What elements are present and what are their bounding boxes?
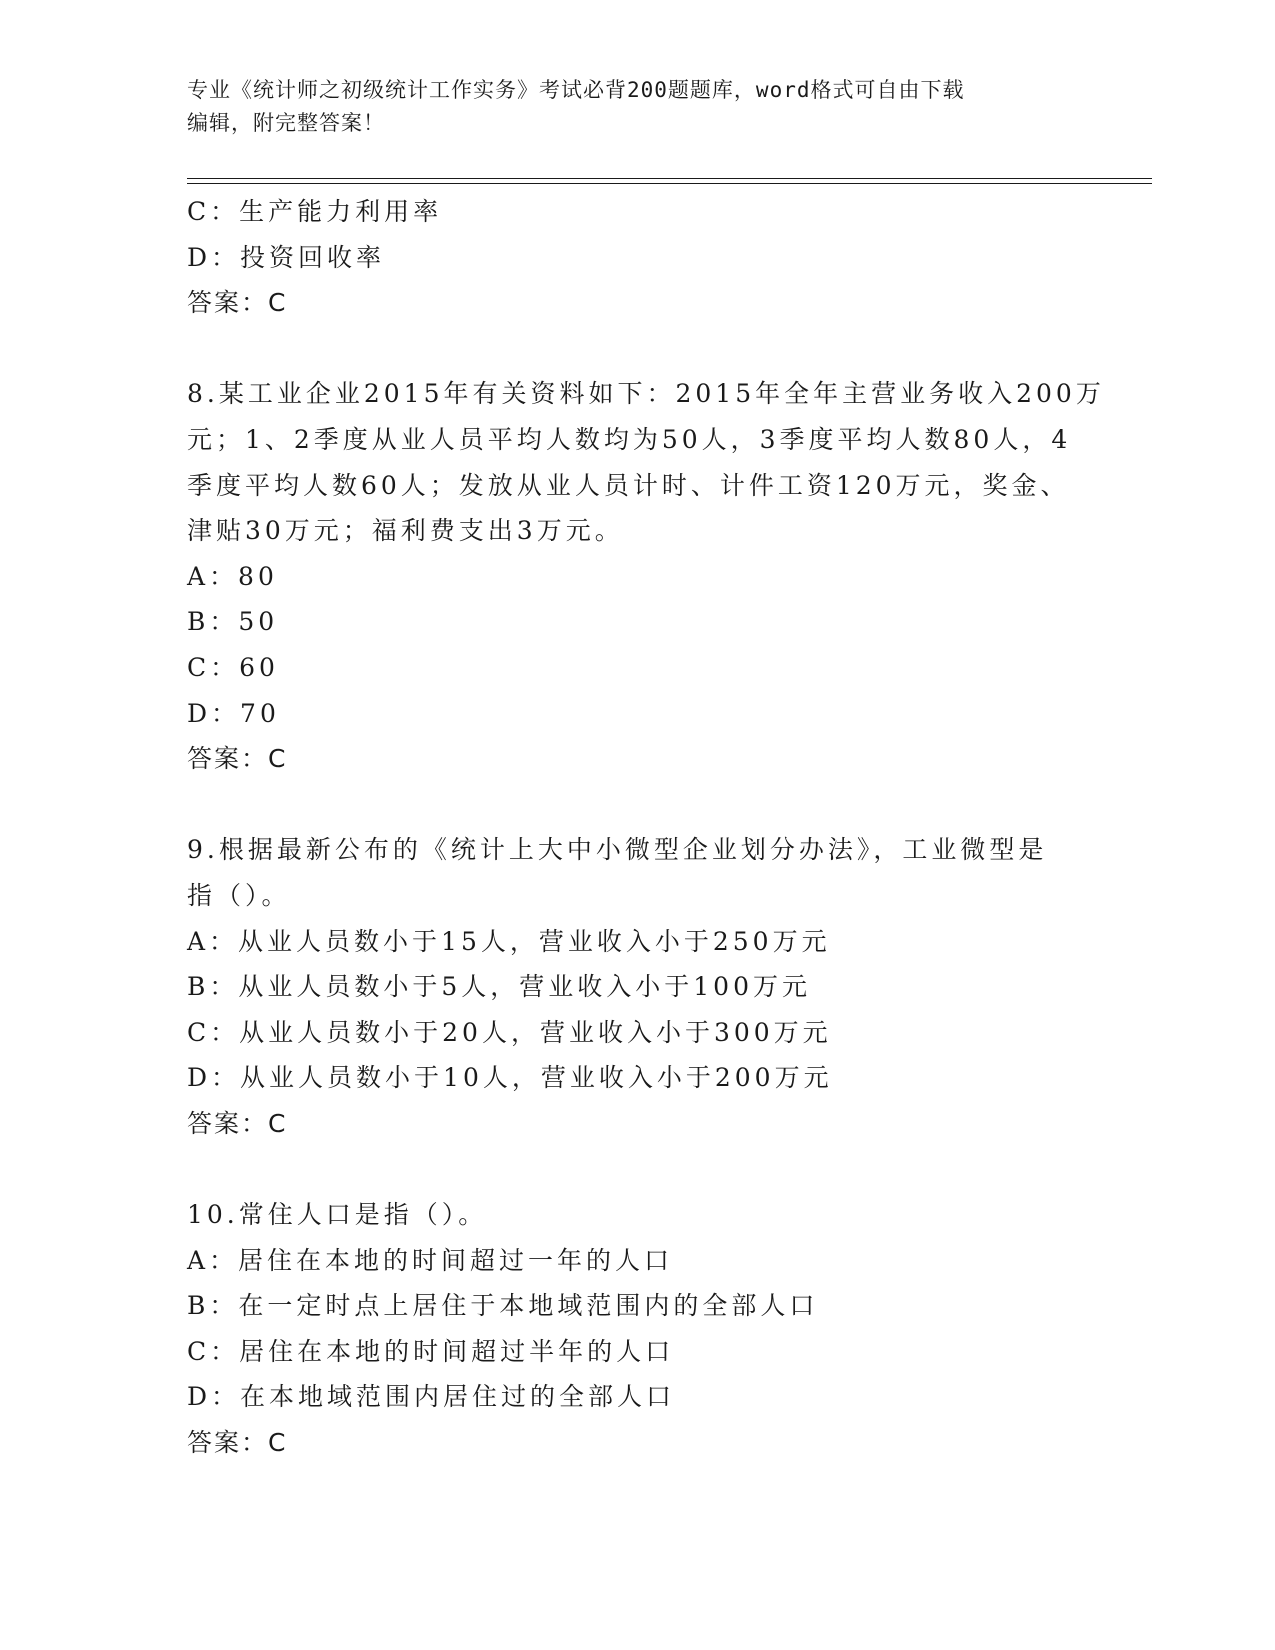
answer: 答案：C — [187, 1428, 288, 1458]
option-c: C：60 — [187, 652, 279, 682]
question-10 — [187, 1192, 1087, 1466]
question-8 — [187, 371, 1105, 781]
option-b: B：从业人员数小于5人，营业收入小于100万元 — [187, 972, 811, 1002]
option-d: D：70 — [187, 698, 280, 728]
prev-question — [187, 189, 1087, 326]
header-divider-bottom — [187, 183, 1152, 184]
question-text-line: 季度平均人数60人；发放从业人员计时、计件工资120万元，奖金、 — [187, 470, 1070, 500]
header-divider-top — [187, 178, 1152, 179]
question-text-line: 9.根据最新公布的《统计上大中小微型企业划分办法》，工业微型是 — [187, 835, 1048, 865]
option-b: B：在一定时点上居住于本地域范围内的全部人口 — [187, 1291, 819, 1321]
option-c: C：从业人员数小于20人，营业收入小于300万元 — [187, 1017, 832, 1047]
option-d: D：在本地域范围内居住过的全部人口 — [187, 1382, 676, 1412]
option-a: A：从业人员数小于15人，营业收入小于250万元 — [187, 926, 831, 956]
answer: 答案：C — [187, 744, 288, 774]
question-text-line: 10.常住人口是指（）。 — [187, 1200, 488, 1230]
document-body — [187, 189, 1105, 1466]
option-b: B：50 — [187, 607, 279, 637]
question-text-line: 津贴30万元；福利费支出3万元。 — [187, 516, 624, 546]
option-d: D：投资回收率 — [187, 242, 386, 272]
answer: 答案：C — [187, 288, 288, 318]
spacer — [187, 782, 1087, 828]
question-text-line: 8.某工业企业2015年有关资料如下：2015年全年主营业务收入200万 — [187, 379, 1105, 409]
option-a: A：80 — [187, 561, 278, 591]
answer: 答案：C — [187, 1108, 288, 1138]
question-9 — [187, 827, 1087, 1146]
question-text-line: 指（）。 — [187, 880, 291, 910]
option-c: C：居住在本地的时间超过半年的人口 — [187, 1336, 675, 1366]
option-d: D：从业人员数小于10人，营业收入小于200万元 — [187, 1063, 833, 1093]
option-a: A：居住在本地的时间超过一年的人口 — [187, 1245, 674, 1275]
header-line-2: 编辑，附完整答案！ — [187, 111, 385, 135]
document-header — [187, 74, 1087, 140]
question-text-line: 元；1、2季度从业人员平均人数均为50人，3季度平均人数80人，4 — [187, 424, 1072, 454]
spacer — [187, 1146, 1087, 1192]
option-c: C：生产能力利用率 — [187, 197, 443, 226]
header-line-1: 专业《统计师之初级统计工作实务》考试必背200题题库，word格式可自由下载 — [187, 78, 965, 102]
spacer — [187, 326, 1087, 372]
